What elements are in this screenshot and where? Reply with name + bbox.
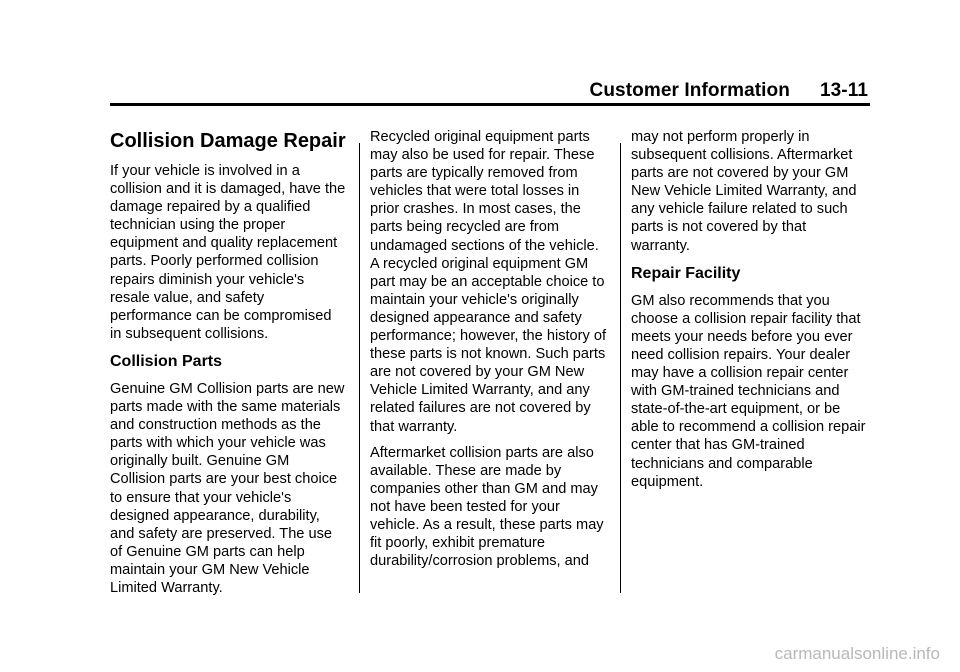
text-line: A recycled original equipment GM [370, 255, 589, 272]
text-line: parts with which your vehicle was [110, 435, 326, 452]
text-line: meets your needs before you ever [631, 328, 853, 345]
text-line: equipment. [631, 473, 704, 490]
text-line: vehicle. As a result, these parts may [370, 516, 604, 533]
subheading-collision-parts: Collision Parts [110, 352, 223, 370]
text-line: designed appearance, durability, [110, 507, 320, 524]
text-line: maintain your GM New Vehicle [110, 561, 310, 578]
text-line: Recycled original equipment parts [370, 129, 590, 145]
text-line: New Vehicle Limited Warranty, and [631, 183, 857, 200]
text-line: Limited Warranty. [110, 579, 223, 596]
text-line: companies other than GM and may [370, 480, 598, 497]
text-line: undamaged sections of the vehicle. [370, 237, 599, 254]
text-line: choose a collision repair facility that [631, 310, 861, 327]
subheading-repair-facility: Repair Facility [631, 264, 741, 282]
text-line: need collision repairs. Your dealer [631, 346, 851, 363]
text-line: are not covered by your GM New [370, 364, 585, 381]
repair-facility-paragraph [631, 292, 871, 491]
column-2 [370, 128, 610, 578]
text-line: designed appearance and safety [370, 309, 582, 326]
column-divider-1 [359, 143, 360, 593]
aftermarket-continued-paragraph [631, 128, 871, 255]
text-line: that warranty. [370, 418, 458, 435]
text-line: repairs diminish your vehicle's [110, 271, 305, 288]
text-line: with GM-trained technicians and [631, 383, 840, 400]
text-line: may also be used for repair. These [370, 147, 595, 164]
text-line: state-of-the-art equipment, or be [631, 401, 841, 418]
text-line: technicians and comparable [631, 455, 813, 472]
text-line: of Genuine GM parts can help [110, 543, 305, 560]
text-line: resale value, and safety [110, 289, 265, 306]
text-line: vehicles that were total losses in [370, 183, 580, 200]
watermark: carmanualsonline.info [774, 644, 940, 663]
text-line: parts being recycled are from [370, 219, 559, 236]
text-line: able to recommend a collision repair [631, 419, 866, 436]
section-heading: Collision Damage Repair [110, 130, 346, 152]
page-number: 13-11 [819, 80, 868, 101]
header-rule [110, 103, 870, 106]
text-line: prior crashes. In most cases, the [370, 201, 581, 218]
text-line: damage repaired by a qualified [110, 199, 311, 216]
text-line: warranty. [631, 237, 690, 254]
text-line: collision and it is damaged, have the [110, 181, 346, 198]
text-line: performance can be compromised [110, 307, 332, 324]
text-line: parts are typically removed from [370, 165, 578, 182]
section-title: Customer Information [589, 80, 790, 101]
text-line: maintain your vehicle's originally [370, 291, 579, 308]
text-line: Vehicle Limited Warranty, and any [370, 382, 590, 399]
text-line: Aftermarket collision parts are also [370, 444, 594, 461]
text-line: fit poorly, exhibit premature [370, 535, 545, 552]
text-line: and construction methods as the [110, 417, 321, 434]
column-3 [631, 128, 871, 499]
aftermarket-parts-paragraph [370, 444, 610, 571]
text-line: equipment and quality replacement [110, 235, 338, 252]
text-line: parts made with the same materials [110, 399, 341, 416]
text-line: these parts is not known. Such parts [370, 346, 606, 363]
text-line: available. These are made by [370, 462, 562, 479]
column-1 [110, 128, 350, 605]
text-line: and safety are preserved. The use [110, 525, 333, 542]
text-line: performance; however, the history of [370, 328, 607, 345]
page-header [590, 80, 869, 102]
text-line: GM also recommends that you [631, 292, 830, 309]
text-line: originally built. Genuine GM [110, 453, 290, 470]
text-line: related failures are not covered by [370, 400, 591, 417]
text-line: technician using the proper [110, 217, 286, 234]
text-line: subsequent collisions. Aftermarket [631, 147, 853, 164]
text-line: not have been tested for your [370, 498, 560, 515]
text-line: If your vehicle is involved in a [110, 163, 300, 179]
text-line: may have a collision repair center [631, 365, 849, 382]
text-line: Genuine GM Collision parts are new [110, 380, 345, 397]
collision-parts-paragraph [110, 380, 350, 597]
text-line: in subsequent collisions. [110, 325, 269, 342]
text-line: parts. Poorly performed collision [110, 253, 319, 270]
text-line: durability/corrosion problems, and [370, 553, 590, 570]
text-line: may not perform properly in [631, 129, 810, 145]
text-line: any vehicle failure related to such [631, 201, 848, 218]
text-line: Collision parts are your best choice [110, 471, 338, 488]
text-line: parts is not covered by that [631, 219, 807, 236]
column-divider-2 [620, 143, 621, 593]
text-line: center that has GM-trained [631, 437, 805, 454]
text-line: parts are not covered by your GM [631, 165, 849, 182]
text-line: part may be an acceptable choice to [370, 273, 605, 290]
intro-paragraph [110, 162, 350, 343]
text-line: to ensure that your vehicle's [110, 489, 292, 506]
recycled-parts-paragraph [370, 128, 610, 436]
